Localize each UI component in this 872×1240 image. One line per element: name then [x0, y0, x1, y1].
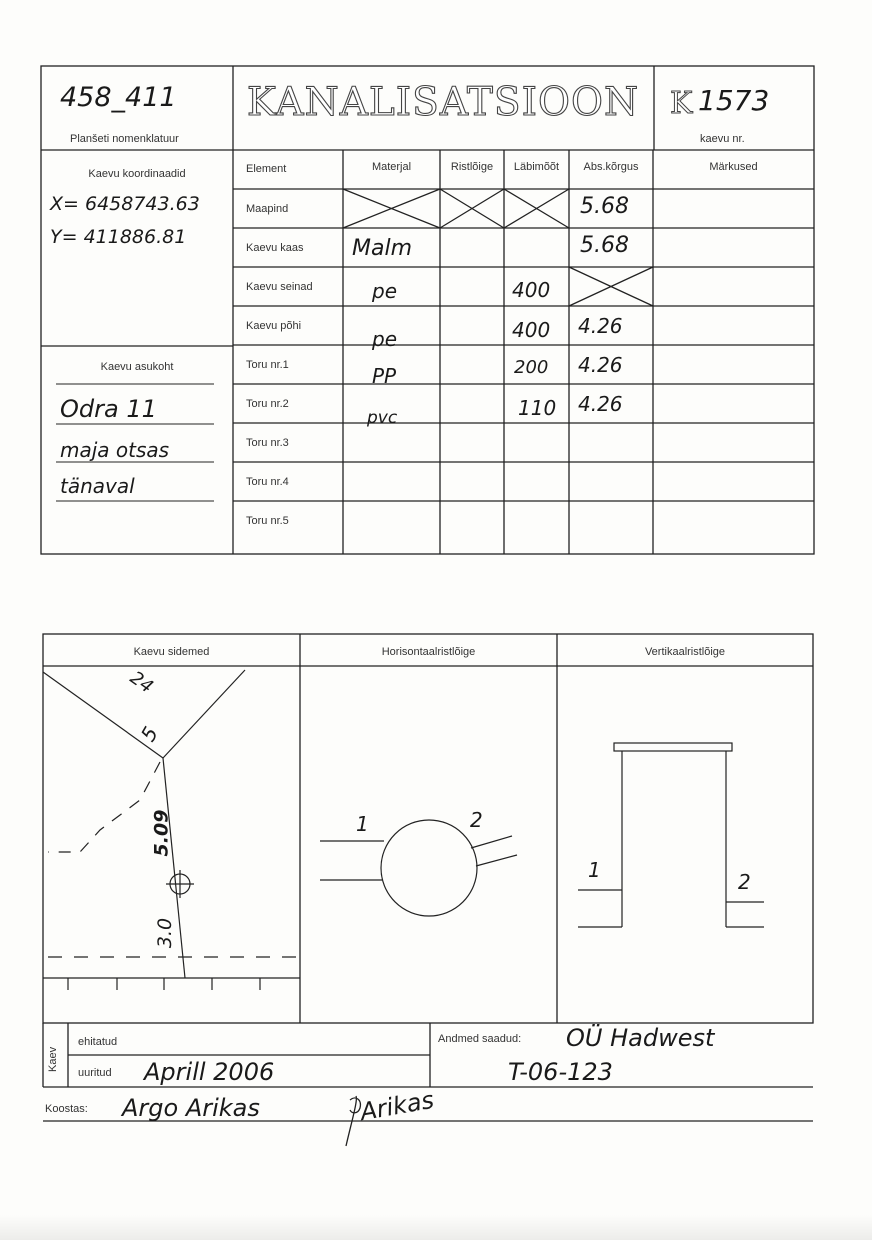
row-diameter: 400	[512, 318, 551, 342]
col-abs-height: Abs.kõrgus	[583, 161, 639, 173]
row-element: Kaevu kaas	[246, 242, 304, 254]
hsec-pipe-2-label: 2	[470, 808, 483, 832]
row-element: Toru nr.2	[246, 398, 289, 410]
location-line-3: tänaval	[60, 474, 135, 498]
well-id-prefix: K	[670, 86, 693, 121]
col-diameter: Läbimõõt	[513, 161, 560, 173]
col-notes: Märkused	[709, 161, 758, 173]
row-material: pe	[372, 327, 397, 351]
horizontal-section-sketch	[320, 820, 517, 916]
row-element: Kaevu põhi	[246, 320, 302, 332]
row-diameter: 200	[514, 357, 549, 378]
well-no-label: kaevu nr.	[700, 133, 745, 145]
location-line-2: maja otsas	[60, 438, 170, 462]
built-label: ehitatud	[78, 1036, 118, 1048]
vsec-pipe-2-label: 2	[738, 870, 751, 894]
row-material: PP	[372, 364, 397, 388]
row-material: pvc	[367, 408, 398, 428]
horizontal-section-label: Horisontaalristlõige	[381, 646, 476, 658]
row-abs: 5.68	[580, 194, 629, 219]
nomenclature-label: Planšeti nomenklatuur	[70, 133, 179, 145]
row-material: pe	[372, 279, 397, 303]
row-element: Toru nr.5	[246, 515, 289, 527]
row-abs: 5.68	[580, 233, 629, 258]
row-element: Toru nr.4	[246, 476, 289, 488]
signature: Arikas	[358, 1085, 436, 1127]
scan-edge	[0, 1215, 872, 1240]
tie-distance-value: 5.09	[150, 809, 173, 857]
vsec-pipe-1-label: 1	[588, 858, 601, 882]
row-element: Toru nr.1	[246, 359, 289, 371]
coord-y: Y= 411886.81	[50, 226, 187, 248]
reference-number: T-06-123	[508, 1058, 613, 1086]
row-element: Kaevu seinad	[246, 281, 313, 293]
compiler-label: Koostas:	[45, 1103, 88, 1115]
coords-label: Kaevu koordinaadid	[88, 168, 186, 180]
row-element: Toru nr.3	[246, 437, 289, 449]
location-line-1: Odra 11	[60, 395, 157, 423]
tie-mid-value: 5	[135, 722, 163, 746]
col-element: Element	[246, 163, 287, 175]
row-abs: 4.26	[578, 353, 623, 377]
row-element: Maapind	[246, 203, 289, 215]
row-abs: 4.26	[578, 314, 623, 338]
col-material: Materjal	[371, 161, 412, 173]
well-id-value: 1573	[698, 84, 770, 117]
surveyed-value: Aprill 2006	[144, 1058, 275, 1086]
coord-x: X= 6458743.63	[50, 193, 200, 215]
col-cross-section: Ristlõige	[450, 161, 494, 173]
location-label: Kaevu asukoht	[100, 361, 174, 373]
row-abs: 4.26	[578, 392, 623, 416]
hsec-pipe-1-label: 1	[356, 812, 369, 836]
compiler-value: Argo Arikas	[122, 1094, 260, 1122]
vertical-section-sketch	[578, 743, 764, 927]
data-from-value: OÜ Hadwest	[566, 1024, 715, 1052]
surveyed-label: uuritud	[78, 1067, 112, 1079]
form-title: KANALISATSIOON	[246, 80, 640, 125]
row-diameter: 400	[512, 278, 551, 302]
row-material: Malm	[352, 236, 413, 261]
row-diameter: 110	[518, 396, 557, 420]
nomenclature-value: 458_411	[60, 82, 177, 113]
tie-top-value: 24	[126, 667, 157, 698]
tie-lower-value: 3.0	[154, 917, 177, 949]
data-from-label: Andmed saadud:	[438, 1033, 522, 1045]
ties-label: Kaevu sidemed	[133, 646, 210, 658]
footer-side-label: Kaev	[47, 1046, 59, 1072]
vertical-section-label: Vertikaalristlõige	[644, 646, 726, 658]
